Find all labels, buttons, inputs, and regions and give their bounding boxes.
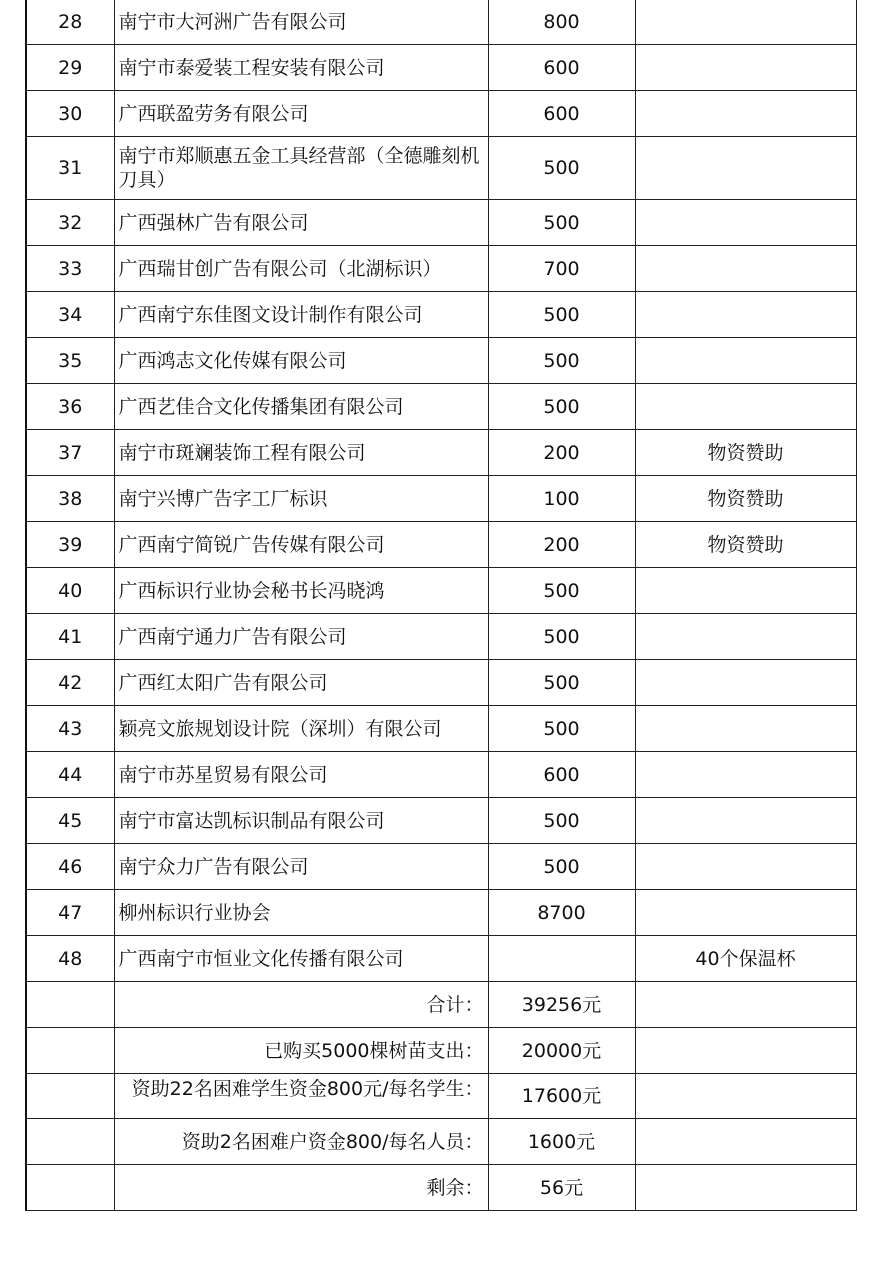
row-number: 41 <box>26 614 114 660</box>
donation-note <box>635 798 856 844</box>
summary-amount: 56元 <box>488 1165 635 1211</box>
donation-table-body <box>26 0 856 1211</box>
donation-amount: 200 <box>488 430 635 476</box>
table-row <box>26 844 856 890</box>
donation-table <box>25 0 857 1211</box>
summary-empty-cell <box>26 982 114 1028</box>
summary-label: 剩余： <box>114 1165 488 1211</box>
donation-amount: 500 <box>488 568 635 614</box>
table-row <box>26 45 856 91</box>
row-number: 40 <box>26 568 114 614</box>
row-number: 47 <box>26 890 114 936</box>
donation-note: 40个保温杯 <box>635 936 856 982</box>
summary-label: 合计： <box>114 982 488 1028</box>
donation-amount: 500 <box>488 384 635 430</box>
donation-note <box>635 0 856 45</box>
donation-amount: 600 <box>488 752 635 798</box>
summary-empty-cell <box>26 1028 114 1074</box>
donor-name: 南宁众力广告有限公司 <box>114 844 488 890</box>
summary-row-trees <box>26 1028 856 1074</box>
summary-label: 资助2名困难户资金800/每名人员： <box>114 1119 488 1165</box>
table-row <box>26 568 856 614</box>
donation-note: 物资赞助 <box>635 476 856 522</box>
donation-note: 物资赞助 <box>635 522 856 568</box>
summary-amount: 1600元 <box>488 1119 635 1165</box>
row-number: 28 <box>26 0 114 45</box>
donation-amount: 500 <box>488 798 635 844</box>
table-row <box>26 91 856 137</box>
donation-amount: 8700 <box>488 890 635 936</box>
table-row <box>26 936 856 982</box>
summary-note-cell <box>635 1165 856 1211</box>
summary-empty-cell <box>26 1074 114 1119</box>
donor-name: 南宁市大河洲广告有限公司 <box>114 0 488 45</box>
donation-amount: 500 <box>488 614 635 660</box>
donation-amount: 500 <box>488 200 635 246</box>
donation-note <box>635 844 856 890</box>
donation-note <box>635 752 856 798</box>
row-number: 48 <box>26 936 114 982</box>
table-row <box>26 476 856 522</box>
row-number: 38 <box>26 476 114 522</box>
donation-note <box>635 45 856 91</box>
row-number: 31 <box>26 137 114 200</box>
donation-amount: 100 <box>488 476 635 522</box>
row-number: 43 <box>26 706 114 752</box>
donor-name: 广西标识行业协会秘书长冯晓鸿 <box>114 568 488 614</box>
donation-amount: 500 <box>488 660 635 706</box>
donor-name: 南宁市泰爱装工程安装有限公司 <box>114 45 488 91</box>
row-number: 32 <box>26 200 114 246</box>
donor-name: 广西强林广告有限公司 <box>114 200 488 246</box>
summary-label-cell <box>114 1074 488 1119</box>
row-number: 45 <box>26 798 114 844</box>
table-row <box>26 752 856 798</box>
summary-row-remaining <box>26 1165 856 1211</box>
row-number: 44 <box>26 752 114 798</box>
table-row <box>26 200 856 246</box>
donation-note <box>635 660 856 706</box>
donation-amount: 200 <box>488 522 635 568</box>
summary-note-cell <box>635 1028 856 1074</box>
donation-amount <box>488 936 635 982</box>
summary-row-total <box>26 982 856 1028</box>
donation-amount: 500 <box>488 338 635 384</box>
donation-note <box>635 246 856 292</box>
table-row <box>26 706 856 752</box>
donation-note: 物资赞助 <box>635 430 856 476</box>
donation-note <box>635 91 856 137</box>
table-row <box>26 522 856 568</box>
table-row <box>26 0 856 45</box>
table-row <box>26 384 856 430</box>
donor-name: 南宁市郑顺惠五金工具经营部（全德雕刻机刀具） <box>114 137 488 200</box>
row-number: 39 <box>26 522 114 568</box>
donor-name: 南宁市斑斓装饰工程有限公司 <box>114 430 488 476</box>
donor-name: 南宁市富达凯标识制品有限公司 <box>114 798 488 844</box>
row-number: 34 <box>26 292 114 338</box>
donation-amount: 500 <box>488 706 635 752</box>
table-row <box>26 430 856 476</box>
donation-amount: 500 <box>488 844 635 890</box>
table-row <box>26 798 856 844</box>
row-number: 33 <box>26 246 114 292</box>
donor-name: 广西艺佳合文化传播集团有限公司 <box>114 384 488 430</box>
table-row <box>26 338 856 384</box>
donor-name: 广西南宁市恒业文化传播有限公司 <box>114 936 488 982</box>
row-number: 46 <box>26 844 114 890</box>
donor-name: 南宁兴博广告字工厂标识 <box>114 476 488 522</box>
donation-amount: 500 <box>488 137 635 200</box>
summary-amount: 39256元 <box>488 982 635 1028</box>
donation-amount: 700 <box>488 246 635 292</box>
summary-note-cell <box>635 1119 856 1165</box>
donation-amount: 800 <box>488 0 635 45</box>
donation-note <box>635 614 856 660</box>
table-row <box>26 246 856 292</box>
donation-amount: 500 <box>488 292 635 338</box>
donor-name: 广西南宁通力广告有限公司 <box>114 614 488 660</box>
table-row <box>26 890 856 936</box>
summary-label: 已购买5000棵树苗支出： <box>114 1028 488 1074</box>
donation-note <box>635 137 856 200</box>
table-row <box>26 660 856 706</box>
row-number: 36 <box>26 384 114 430</box>
table-row <box>26 137 856 200</box>
donation-amount: 600 <box>488 91 635 137</box>
row-number: 35 <box>26 338 114 384</box>
row-number: 42 <box>26 660 114 706</box>
table-row <box>26 292 856 338</box>
row-number: 29 <box>26 45 114 91</box>
donation-note <box>635 568 856 614</box>
donor-name: 柳州标识行业协会 <box>114 890 488 936</box>
donation-note <box>635 200 856 246</box>
summary-row-households <box>26 1119 856 1165</box>
donor-name: 广西红太阳广告有限公司 <box>114 660 488 706</box>
donation-note <box>635 890 856 936</box>
donor-name: 广西瑞甘创广告有限公司（北湖标识） <box>114 246 488 292</box>
table-row <box>26 614 856 660</box>
donation-note <box>635 338 856 384</box>
donor-name: 颖亮文旅规划设计院（深圳）有限公司 <box>114 706 488 752</box>
donor-name: 南宁市苏星贸易有限公司 <box>114 752 488 798</box>
donor-name: 广西南宁东佳图文设计制作有限公司 <box>114 292 488 338</box>
summary-note-cell <box>635 1074 856 1119</box>
donor-name: 广西联盈劳务有限公司 <box>114 91 488 137</box>
summary-row-students <box>26 1074 856 1119</box>
summary-note-cell <box>635 982 856 1028</box>
row-number: 37 <box>26 430 114 476</box>
donation-note <box>635 292 856 338</box>
summary-amount: 17600元 <box>488 1074 635 1119</box>
donation-note <box>635 384 856 430</box>
donation-amount: 600 <box>488 45 635 91</box>
donation-note <box>635 706 856 752</box>
donor-name: 广西南宁简锐广告传媒有限公司 <box>114 522 488 568</box>
summary-label: 资助22名困难学生资金800元/每名学生： <box>131 1078 484 1100</box>
summary-amount: 20000元 <box>488 1028 635 1074</box>
summary-empty-cell <box>26 1119 114 1165</box>
donor-name: 广西鸿志文化传媒有限公司 <box>114 338 488 384</box>
row-number: 30 <box>26 91 114 137</box>
summary-empty-cell <box>26 1165 114 1211</box>
